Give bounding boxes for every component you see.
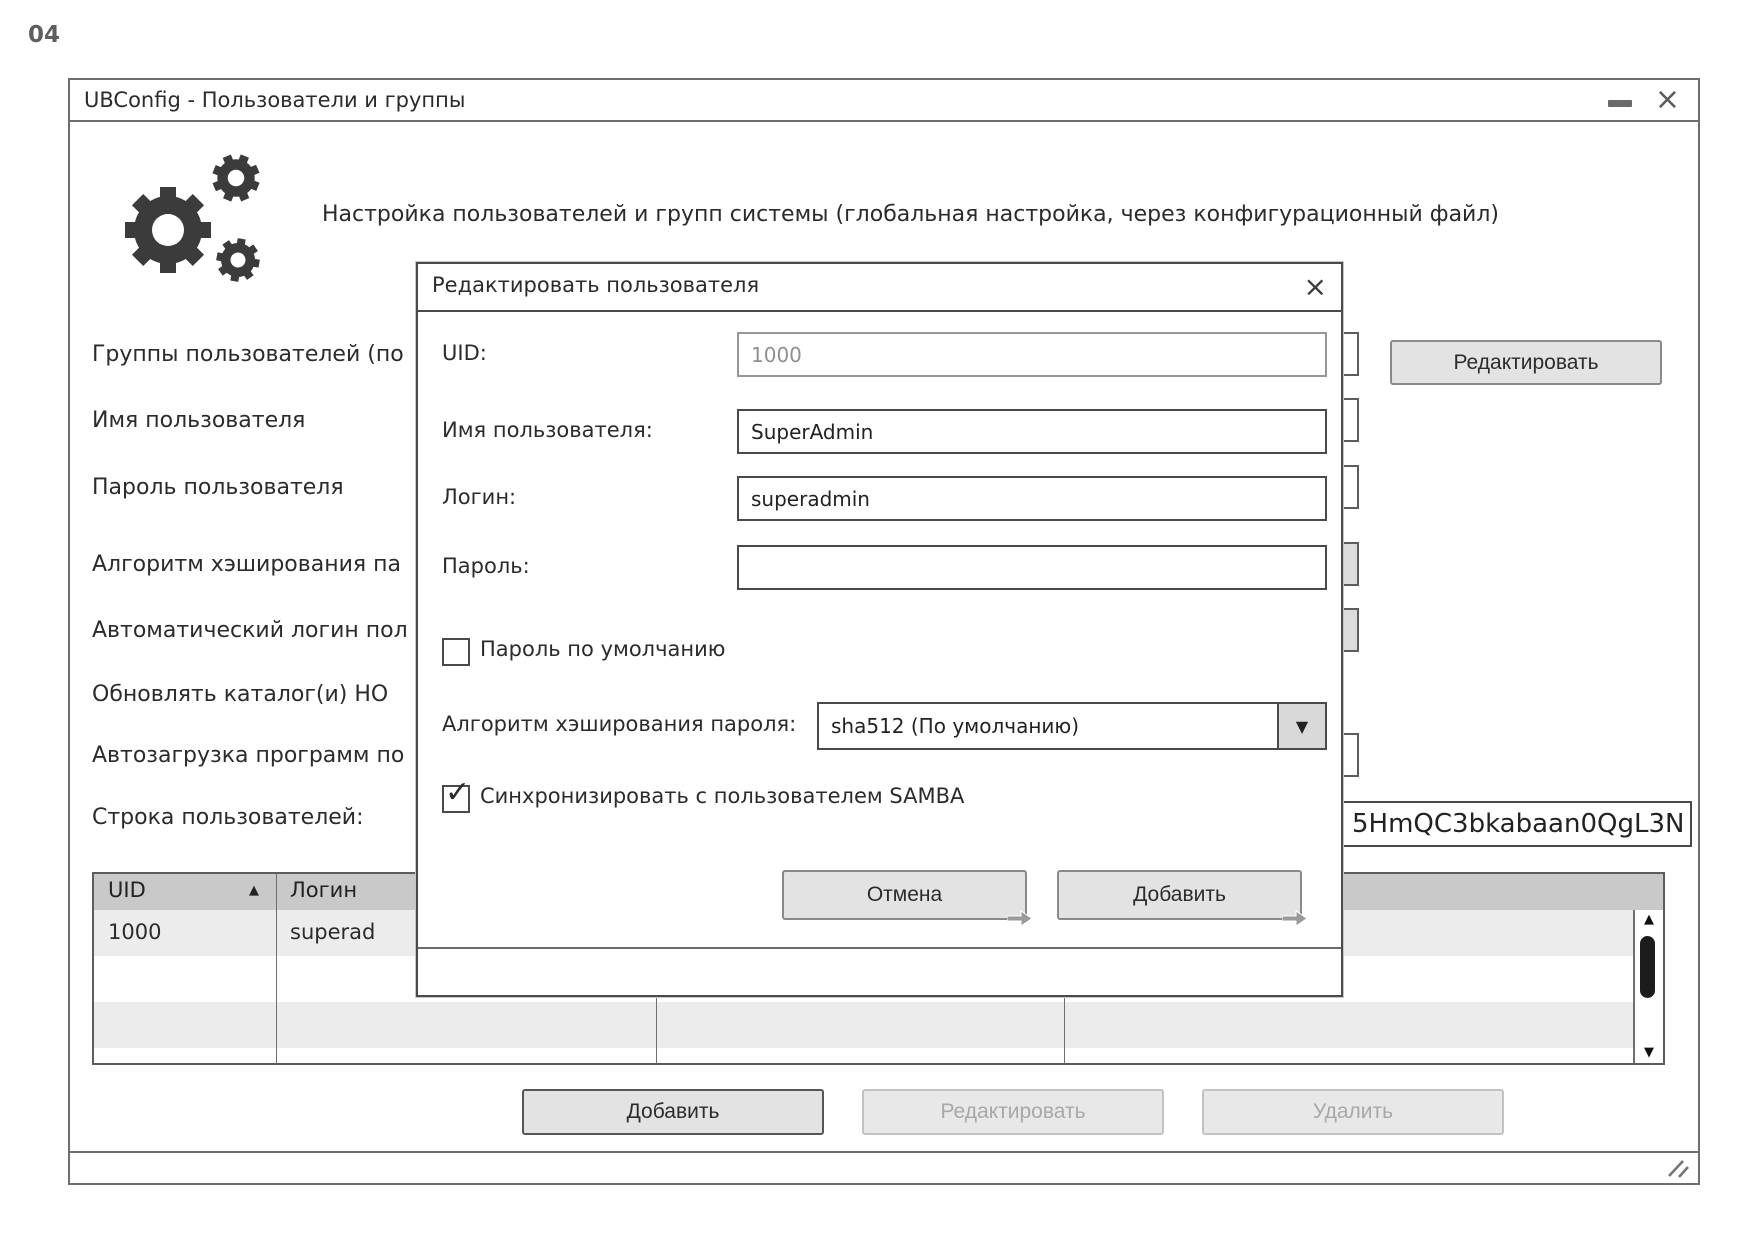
- label-user-name: Имя пользователя: [92, 408, 306, 433]
- column-header-login[interactable]: Логин: [290, 878, 358, 902]
- samba-sync-label: Синхронизировать с пользователем SAMBA: [480, 784, 965, 808]
- scroll-down-button[interactable]: ▼: [1644, 1045, 1654, 1060]
- dialog-cancel-label: Отмена: [866, 883, 943, 906]
- dialog-title: Редактировать пользователя: [432, 273, 760, 297]
- status-bar: [70, 1151, 1698, 1183]
- figure-label: 04: [28, 22, 61, 48]
- login-label: Логин:: [442, 485, 517, 509]
- cursor-arrow-icon: [1282, 910, 1308, 927]
- page-description: Настройка пользователей и групп системы (глобальная настройка, через конфигурационный файл): [322, 202, 1499, 227]
- default-password-label: Пароль по умолчанию: [480, 637, 726, 661]
- dropdown-arrow-icon[interactable]: ▼: [1277, 704, 1325, 748]
- close-icon[interactable]: ×: [1654, 82, 1680, 117]
- edit-user-dialog: [416, 262, 1343, 997]
- dialog-bottom-divider: [418, 947, 1341, 949]
- minimize-icon[interactable]: [1608, 100, 1632, 107]
- password-field[interactable]: [737, 545, 1327, 590]
- samba-sync-checkbox[interactable]: [442, 775, 471, 813]
- scroll-up-button[interactable]: ▲: [1644, 912, 1654, 927]
- label-user-groups: Группы пользователей (по: [92, 342, 404, 367]
- hash-algorithm-label: Алгоритм хэширования пароля:: [442, 712, 797, 736]
- dialog-close-icon[interactable]: ×: [1303, 270, 1327, 303]
- row-uid-cell[interactable]: 1000: [108, 920, 162, 944]
- settings-gears-icon: [108, 140, 278, 292]
- hash-algorithm-value: sha512 (По умолчанию): [831, 714, 1080, 738]
- dialog-add-button[interactable]: [1057, 870, 1302, 920]
- resize-grip-icon[interactable]: [1666, 1157, 1690, 1179]
- label-autostart: Автозагрузка программ по: [92, 743, 405, 768]
- cursor-arrow-icon: [1007, 910, 1033, 927]
- login-field[interactable]: superadmin: [737, 476, 1327, 521]
- delete-user-button[interactable]: Удалить: [1202, 1089, 1504, 1135]
- sort-asc-icon[interactable]: ▲: [249, 883, 259, 898]
- dialog-titlebar: [418, 264, 1341, 312]
- table-row-empty[interactable]: [94, 1002, 1663, 1048]
- column-divider: [276, 874, 277, 1063]
- dialog-cancel-button[interactable]: [782, 870, 1027, 920]
- table-scrollbar[interactable]: [1633, 910, 1663, 1063]
- scroll-thumb[interactable]: [1640, 936, 1655, 998]
- row-login-cell[interactable]: superad: [290, 920, 376, 944]
- dialog-add-label: Добавить: [1133, 883, 1226, 906]
- label-auto-login: Автоматический логин пол: [92, 618, 408, 643]
- add-user-button[interactable]: Добавить: [522, 1089, 824, 1135]
- label-hash-algorithm: Алгоритм хэширования па: [92, 552, 401, 577]
- password-label: Пароль:: [442, 554, 530, 578]
- edit-user-button[interactable]: Редактировать: [862, 1089, 1164, 1135]
- name-label: Имя пользователя:: [442, 418, 653, 442]
- name-field[interactable]: SuperAdmin: [737, 409, 1327, 454]
- label-update-home: Обновлять каталог(и) HO: [92, 682, 389, 707]
- edit-groups-button[interactable]: Редактировать: [1390, 340, 1662, 385]
- checkmark-icon: ✓: [445, 775, 471, 810]
- label-user-password: Пароль пользователя: [92, 475, 344, 500]
- main-titlebar: [70, 80, 1698, 122]
- uid-label: UID:: [442, 341, 487, 365]
- window-title: UBConfig - Пользователи и группы: [84, 88, 466, 112]
- label-users-string: Строка пользователей:: [92, 805, 364, 830]
- uid-field[interactable]: 1000: [737, 332, 1327, 377]
- column-header-uid[interactable]: UID: [108, 878, 146, 902]
- default-password-checkbox[interactable]: [442, 638, 470, 666]
- users-string-input[interactable]: 5HmQC3bkabaan0QgL3N: [1100, 801, 1692, 847]
- hash-algorithm-select[interactable]: [817, 702, 1327, 750]
